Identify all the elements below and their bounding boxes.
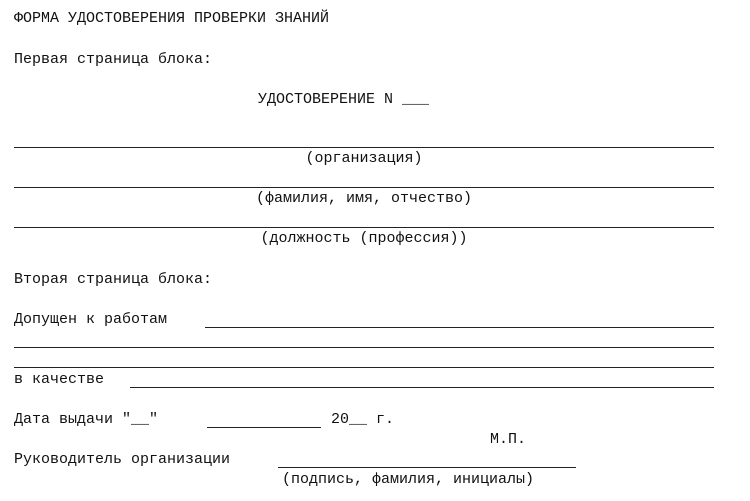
issue-date-label: Дата выдачи "__" xyxy=(14,411,168,428)
form-title: ФОРМА УДОСТОВЕРЕНИЯ ПРОВЕРКИ ЗНАНИЙ xyxy=(14,10,330,27)
role-line xyxy=(130,387,714,388)
admitted-line-2 xyxy=(14,347,714,348)
organization-line xyxy=(14,147,714,148)
admitted-line-3 xyxy=(14,367,714,368)
page1-heading: Первая страница блока: xyxy=(14,51,213,68)
admitted-line xyxy=(205,327,714,328)
certificate-label: УДОСТОВЕРЕНИЕ N ___ xyxy=(258,91,430,108)
position-line xyxy=(14,227,714,228)
year-label: 20__ г. xyxy=(331,411,395,428)
issue-date-line xyxy=(207,427,321,428)
position-caption: (должность (профессия)) xyxy=(260,230,468,247)
admitted-label: Допущен к работам xyxy=(14,311,168,328)
organization-caption: (организация) xyxy=(305,150,423,167)
stamp-label: М.П. xyxy=(490,431,527,448)
head-label: Руководитель организации xyxy=(14,451,231,468)
signature-caption: (подпись, фамилия, инициалы) xyxy=(282,471,535,488)
role-label: в качестве xyxy=(14,371,105,388)
signature-line xyxy=(278,467,576,468)
page2-heading: Вторая страница блока: xyxy=(14,271,213,288)
full-name-line xyxy=(14,187,714,188)
full-name-caption: (фамилия, имя, отчество) xyxy=(255,190,473,207)
